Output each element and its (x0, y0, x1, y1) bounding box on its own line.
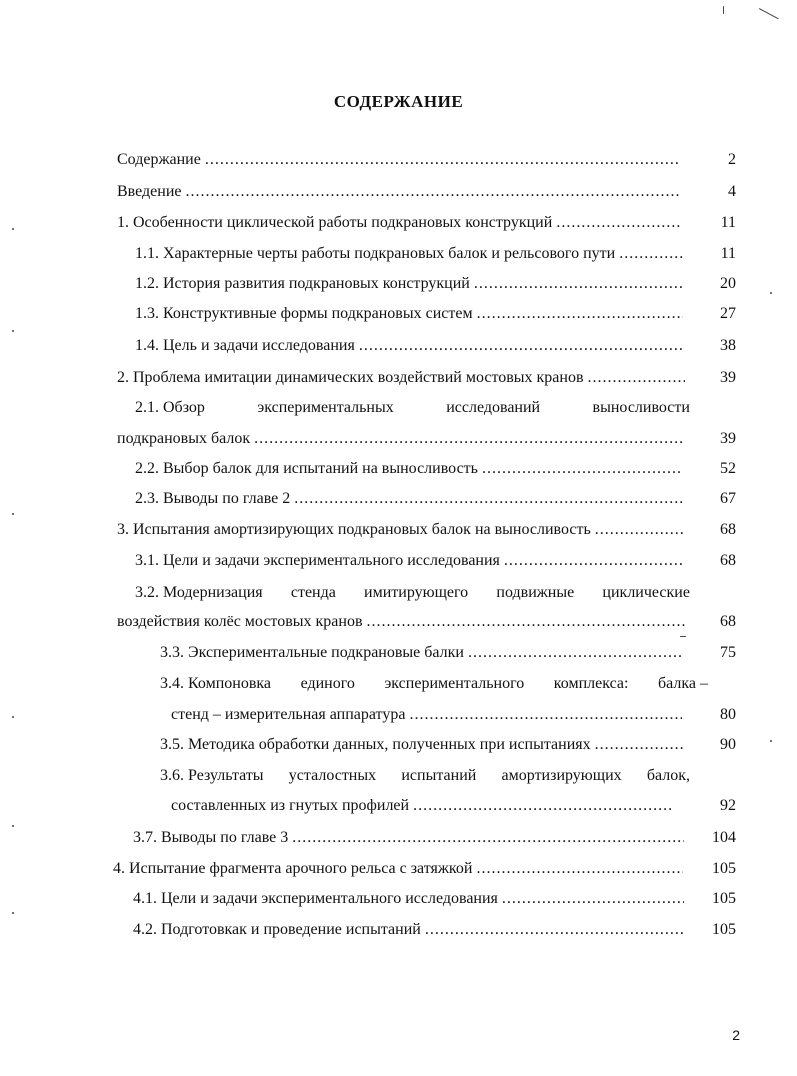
scan-mark (12, 716, 14, 718)
toc-entry-line1 (135, 396, 690, 420)
dot-leader (595, 518, 685, 542)
toc-entry (135, 487, 687, 511)
dot-leader (294, 487, 683, 511)
toc-entry-label: 3.3. Экспериментальные подкрановые балки (160, 644, 464, 661)
toc-entry-line1 (160, 672, 708, 696)
dot-leader (409, 703, 682, 727)
toc-word: исследований (446, 399, 541, 416)
toc-entry-label: 4.2. Подготовкак и проведение испытаний (133, 921, 421, 938)
dot-leader (504, 549, 683, 573)
toc-entry (117, 427, 687, 451)
toc-entry-label: Введение (117, 183, 182, 200)
toc-entry (117, 180, 685, 204)
toc-entry-page: 20 (720, 275, 736, 292)
toc-entry-page: 80 (720, 706, 736, 723)
page-number: 2 (732, 1027, 740, 1043)
toc-entry-label: 1.3. Конструктивные формы подкрановых систем (135, 305, 473, 322)
toc-entry-page: 2 (728, 151, 736, 168)
toc-entry-page: 68 (720, 521, 736, 538)
dot-leader (359, 334, 683, 358)
toc-word: комплекса: (553, 675, 629, 692)
dot-leader (413, 794, 672, 818)
toc-entry-label: 3.1. Цели и задачи экспериментального исследования (135, 552, 500, 569)
toc-title: СОДЕРЖАНИЕ (333, 92, 464, 111)
toc-entry-page: 75 (720, 644, 736, 661)
dot-leader (468, 641, 681, 665)
toc-entry (133, 887, 688, 911)
toc-entry-label: 1.2. История развития подкрановых конструкций (135, 275, 470, 292)
toc-entry-label: 3.7. Выводы по главе 3 (133, 829, 289, 846)
toc-entry (117, 366, 689, 390)
toc-entry (117, 610, 689, 634)
toc-entry-page: 105 (712, 921, 736, 938)
toc-entry-label: 4.1. Цели и задачи экспериментального исследования (133, 890, 498, 907)
scan-mark (723, 6, 724, 14)
dot-leader (474, 272, 683, 296)
toc-entry-page: 90 (720, 736, 736, 753)
toc-entry-page: 52 (720, 460, 736, 477)
toc-entry-label: 1.1. Характерные черты работы подкрановых балок и рельсового пути (135, 245, 616, 262)
toc-entry-line1 (135, 581, 690, 605)
toc-word: балок, (646, 767, 690, 784)
dot-leader (619, 242, 683, 266)
toc-entry (113, 857, 687, 881)
toc-entry (117, 148, 685, 172)
toc-entry-page: 39 (720, 369, 736, 386)
toc-entry-page: 27 (720, 305, 736, 322)
dot-leader (588, 366, 685, 390)
toc-entry (171, 794, 676, 818)
toc-entry-page: 11 (720, 214, 736, 231)
toc-entry-label: 3.5. Методика обработки данных, полученных при испытаниях (160, 736, 591, 753)
toc-entry-page: 4 (728, 183, 736, 200)
toc-entry-line1 (160, 764, 690, 788)
toc-entry (135, 457, 687, 481)
toc-entry-page: 104 (712, 829, 736, 846)
toc-word: выносливости (592, 399, 690, 416)
toc-entry-label: 3. Испытания амортизирующих подкрановых балок на выносливость (117, 521, 591, 538)
dot-leader (254, 427, 683, 451)
toc-entry-label: 4. Испытание фрагмента арочного рельса с затяжкой (113, 860, 473, 877)
dot-leader (595, 733, 683, 757)
toc-entry (133, 826, 688, 850)
toc-entry-page: 38 (720, 337, 736, 354)
toc-entry (135, 334, 687, 358)
toc-entry-page: 105 (712, 890, 736, 907)
toc-entry-label: 2.3. Выводы по главе 2 (135, 490, 291, 507)
toc-entry-label: 2.2. Выбор балок для испытаний на выносливость (135, 460, 478, 477)
toc-word: экспериментальных (257, 399, 394, 416)
toc-word: испытаний (401, 767, 477, 784)
toc-entry-label: 2. Проблема имитации динамических воздействий мостовых кранов (117, 369, 584, 386)
toc-entry-page: 105 (712, 860, 736, 877)
dot-leader (477, 302, 683, 326)
scan-mark (770, 292, 772, 294)
toc-word: балка – (657, 675, 708, 692)
toc-entry (133, 918, 688, 942)
toc-word: усталостных (288, 767, 377, 784)
toc-entry-label: Содержание (117, 151, 201, 168)
toc-entry (160, 641, 685, 665)
scan-mark (770, 740, 772, 742)
toc-word: подвижные (496, 584, 575, 601)
dot-leader (556, 211, 681, 235)
toc-word: стенда (290, 584, 336, 601)
toc-entry (135, 549, 687, 573)
toc-entry-page: 68 (720, 613, 736, 630)
toc-word: циклические (602, 584, 690, 601)
toc-entry (117, 518, 689, 542)
toc-entry (135, 302, 687, 326)
toc-entry-page: 67 (720, 490, 736, 507)
toc-entry (171, 703, 686, 727)
dot-leader (292, 826, 684, 850)
scan-mark (12, 228, 14, 230)
toc-entry (117, 211, 685, 235)
scan-mark (12, 513, 14, 515)
dot-leader (476, 857, 683, 881)
toc-entry-page: 39 (720, 430, 736, 447)
toc-entry-label: 1. Особенности циклической работы подкрановых конструкций (117, 214, 553, 231)
toc-word: единого (300, 675, 355, 692)
toc-entry-label: 1.4. Цель и задачи исследования (135, 337, 355, 354)
toc-entry (135, 242, 687, 266)
dot-leader (425, 918, 684, 942)
toc-entry-label: воздействия колёс мостовых кранов (117, 613, 363, 630)
toc-entry-label: подкрановых балок (117, 430, 251, 447)
scan-mark (12, 330, 14, 332)
toc-word: экспериментального (384, 675, 525, 692)
dot-leader (502, 887, 684, 911)
toc-entry-page: 68 (720, 552, 736, 569)
toc-entry (135, 272, 687, 296)
toc-entry-page: 11 (720, 245, 736, 262)
dot-leader (367, 610, 686, 634)
scan-mark (12, 912, 14, 914)
toc-word: имитирующего (364, 584, 469, 601)
dot-leader (186, 180, 682, 204)
scan-mark (12, 825, 14, 827)
dot-leader (205, 148, 681, 172)
toc-word: 2.1. Обзор (135, 399, 205, 416)
toc-word: амортизирующих (501, 767, 622, 784)
scan-mark (759, 8, 779, 19)
toc-word: 3.6. Результаты (160, 767, 264, 784)
dot-leader (482, 457, 683, 481)
toc-entry-label: составленных из гнутых профилей (171, 797, 410, 814)
toc-word: 3.2. Модернизация (135, 584, 263, 601)
toc-word: 3.4. Компоновка (160, 675, 272, 692)
toc-entry-label: стенд – измерительная аппаратура (171, 706, 406, 723)
toc-entry-page: 92 (720, 797, 736, 814)
scan-mark (680, 636, 686, 637)
toc-entry (160, 733, 687, 757)
